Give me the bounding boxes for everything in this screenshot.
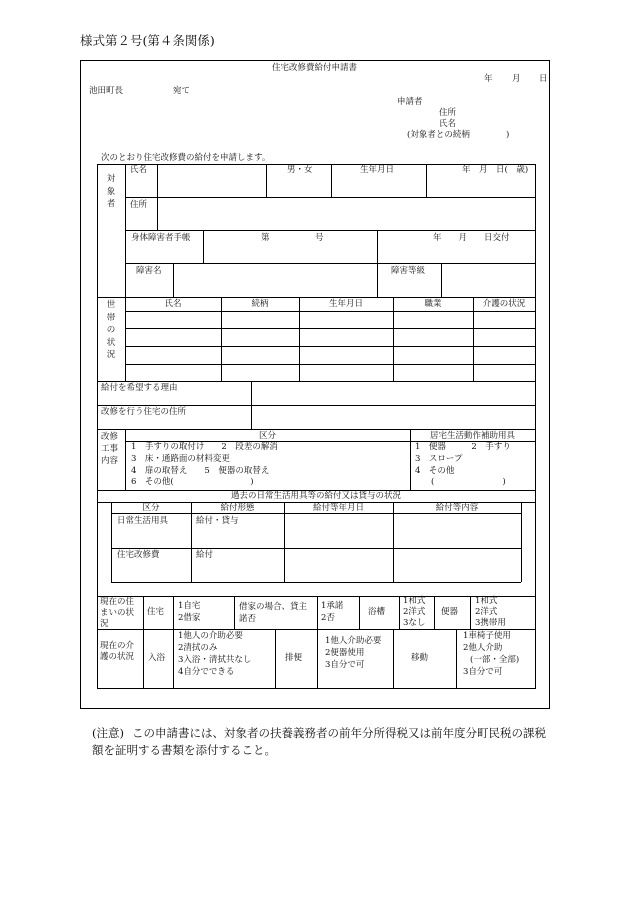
housing-consent-option-2: 2否 [321,613,335,623]
household-header-care: 介護の状況 [482,299,526,309]
subject-handbook-label: 身体障害者手帳 [131,233,191,243]
renovation-item-3: 4 扉の取替え 5 便器の取替え [131,466,270,476]
care-movement-label: 移動 [411,653,429,663]
aids-item-4: ( ) [431,477,506,487]
housing-house-option-1: 1自宅 [178,601,201,611]
past-header-content: 給付等内容 [435,503,479,513]
subject-name-label: 氏名 [130,165,148,175]
care-excretion-option-2: 2便器使用 [325,648,365,658]
past-header-category: 区分 [142,503,160,513]
care-movement-option-1: 1車椅子使用 [463,631,511,641]
care-excretion-label: 排便 [285,653,303,663]
housing-bath-option-2: 2洋式 [403,607,426,617]
household-header-occupation: 職業 [424,299,442,309]
header-day-label: 日 [539,74,548,84]
header-year-label: 年 [484,74,493,84]
subject-birth-label: 生年月日 [360,165,395,175]
housing-toilet-option-3: 3携帯用 [475,618,506,628]
housing-consent-option-1: 1承諾 [321,601,344,611]
subject-disability-name-label: 障害名 [136,266,162,276]
renovation-category-header: 区分 [258,431,276,441]
housing-house-option-2: 2借家 [178,613,201,623]
past-row-2-category: 住宅改修費 [117,550,160,560]
applicant-name-label: 氏名 [439,119,457,129]
subject-handbook-no-suffix: 号 [315,233,324,243]
care-movement-option-4: 3自分で可 [463,667,503,677]
past-row-1-form: 給付・貸与 [196,516,239,526]
applicant-relation-suffix: ) [506,130,510,140]
applicant-address-label: 住所 [439,108,457,118]
care-bathing-option-4: 4自分でできる [178,667,235,677]
housing-rental-note: 借家の場合、貸主諾否 [239,602,308,624]
care-bathing-option-3: 3入浴・清拭共なし [178,655,252,665]
care-movement-option-3: (一部・全部) [470,655,520,665]
housing-toilet-option-1: 1和式 [475,596,498,606]
housing-section-label: 現在の住まいの状況 [100,597,135,629]
care-excretion-option-3: 3自分で可 [325,660,365,670]
subject-issued-label: 年 月 日交付 [433,233,510,243]
note-label: (注意) [92,726,124,740]
past-header-form: 給付形態 [220,503,255,513]
renovation-item-2: 3 床・通路面の材料変更 [131,454,230,464]
care-bathing-option-1: 1他人の介助必要 [178,631,243,641]
applicant-relation-prefix: (対象者との続柄 [407,130,470,140]
care-section-label: 現在の介護の状況 [100,641,135,662]
housing-house-label: 住宅 [147,607,165,617]
aids-item-3: 4 その他 [415,466,455,476]
household-header-name: 氏名 [164,299,182,309]
subject-handbook-no-prefix: 第 [261,233,270,243]
past-row-1-category: 日常生活用具 [117,516,169,526]
aids-item-2: 3 スロープ [415,454,463,464]
form-title: 住宅改修費給付申請書 [272,63,358,73]
housing-bath-option-3: 3なし [403,618,426,628]
past-header-date: 給付等年月日 [312,503,364,513]
past-section-header: 過去の日常生活用具等の給付又は貸与の状況 [230,491,401,501]
subject-gender-label: 男・女 [287,165,313,175]
renovation-address-label: 改修を行う住宅の住所 [101,407,187,417]
addressee-name: 池田町長 [89,86,124,96]
subject-birth-fields: 年 月 日( 歳) [462,165,529,175]
housing-toilet-option-2: 2洋式 [475,607,498,617]
renovation-item-1: 1 手すりの取付け 2 段差の解消 [131,442,278,452]
housing-bath-label: 浴槽 [368,607,386,617]
subject-disability-grade-label: 障害等級 [391,266,426,276]
care-excretion-option-1: 1他人介助必要 [325,636,382,646]
renovation-item-4: 6 その他( ) [131,477,254,487]
aids-header: 居宅生活動作補助用具 [429,431,515,441]
application-form [80,60,550,709]
care-bathing-label: 入浴 [148,653,166,663]
form-number: 様式第２号(第４条関係) [80,33,215,48]
aids-item-1: 1 便器 2 手すり [415,442,511,452]
housing-bath-option-1: 1和式 [403,596,426,606]
household-header-relation: 続柄 [251,299,269,309]
subject-address-label: 住所 [130,200,148,210]
renovation-section-label: 改修工事内容 [101,432,119,466]
care-movement-option-2: 2他人介助 [463,643,503,653]
care-bathing-option-2: 2清拭のみ [178,643,218,653]
household-section-label: 世帯の状況 [106,300,116,360]
housing-toilet-label: 便器 [441,607,459,617]
household-header-birth: 生年月日 [328,299,363,309]
intro-text: 次のとおり住宅改修費の給付を申請します。 [101,153,271,163]
addressee-suffix: 宛て [173,86,191,96]
reason-label: 給付を希望する理由 [101,383,178,393]
subject-section-label: 対象者 [106,174,116,209]
header-month-label: 月 [512,74,521,84]
past-row-2-form: 給付 [196,550,214,560]
applicant-label: 申請者 [397,97,423,107]
note [92,725,552,759]
note-text: この申請書には、対象者の扶養義務者の前年分所得税又は前年度分町民税の課税額を証明する書類を添付すること。 [92,726,546,757]
